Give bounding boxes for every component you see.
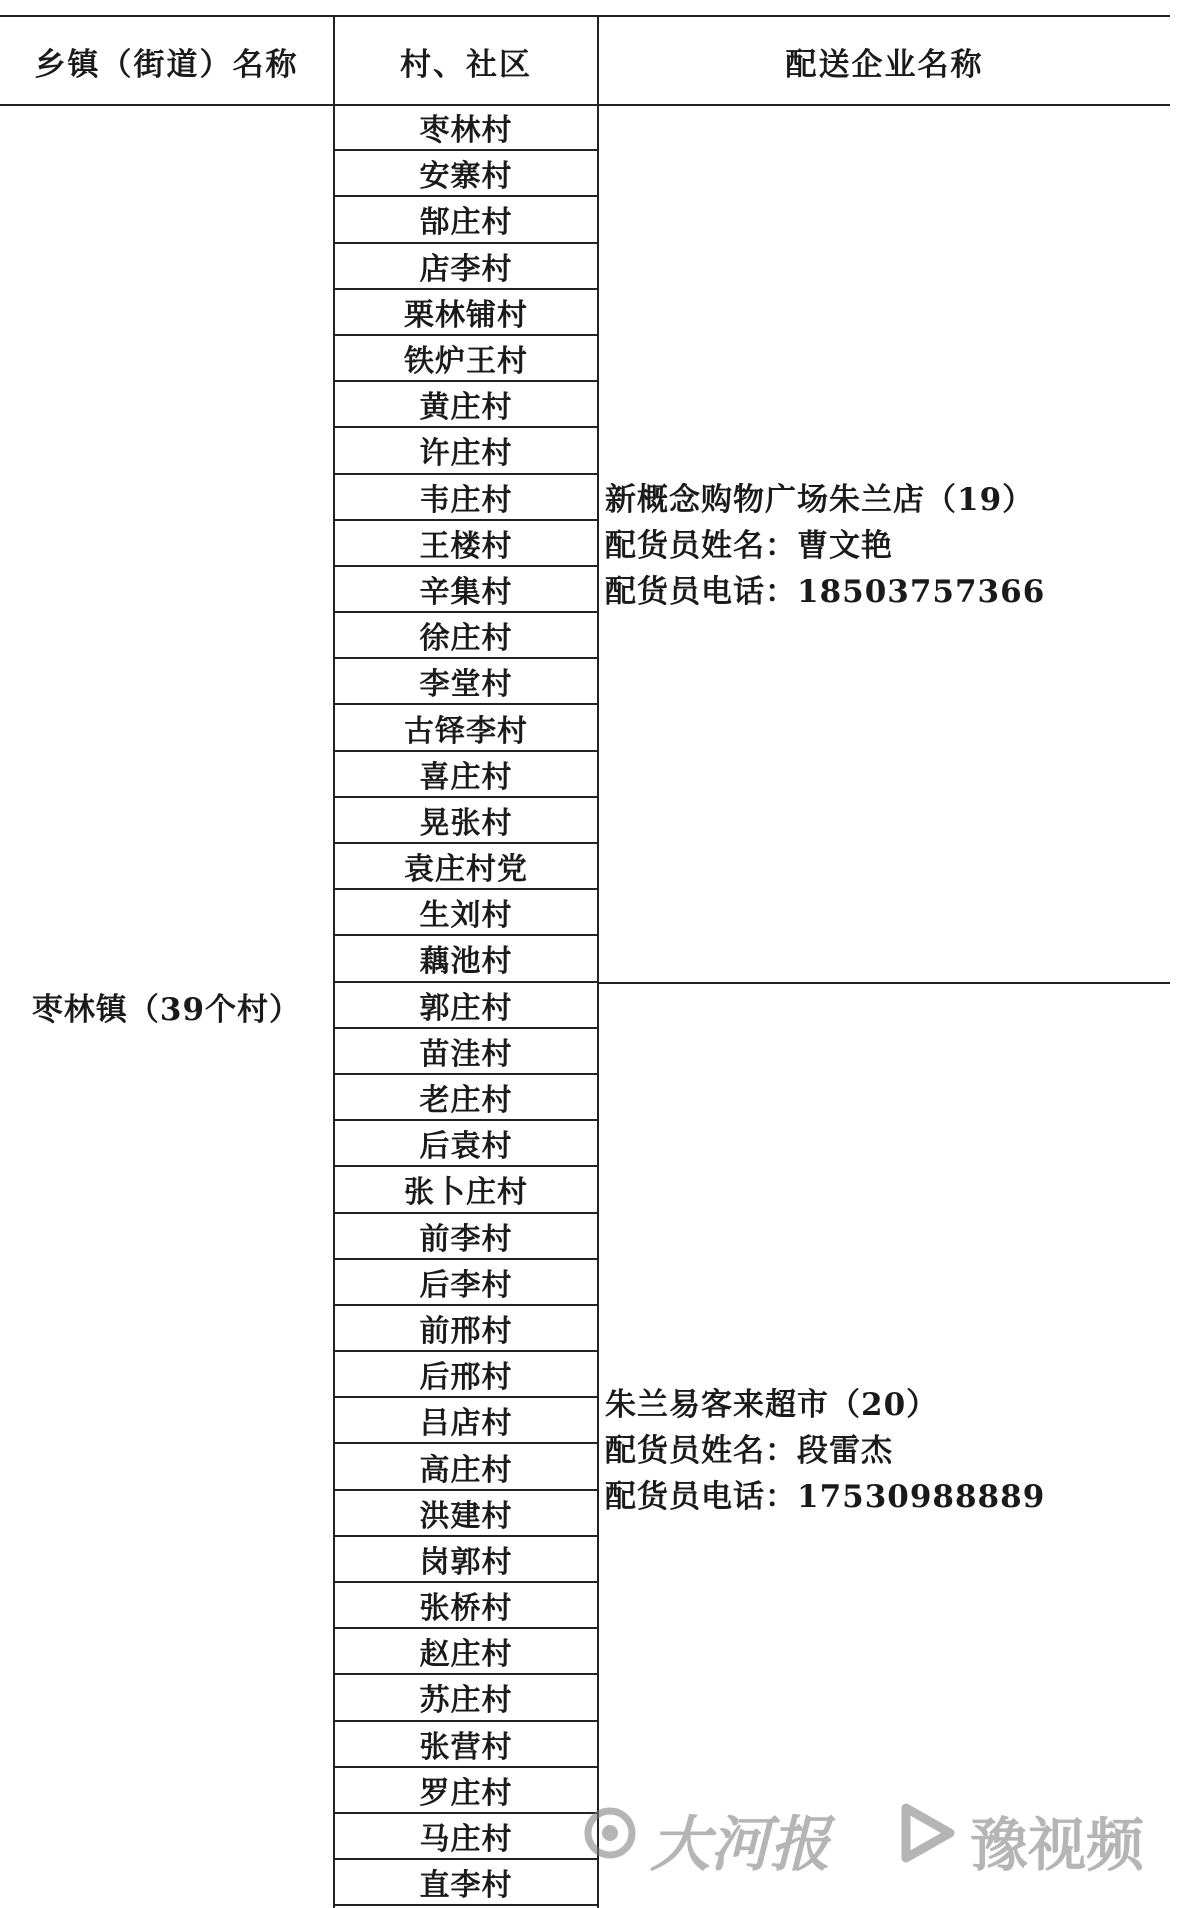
village-row: 郭庄村 bbox=[335, 983, 597, 1029]
watermark-dahebao bbox=[580, 1795, 830, 1885]
village-row: 晃张村 bbox=[335, 798, 597, 844]
village-row: 郜庄村 bbox=[335, 197, 597, 243]
village-row: 李堂村 bbox=[335, 659, 597, 705]
company-person: 配货员姓名：曹文艳 bbox=[605, 528, 893, 564]
play-logo-icon bbox=[890, 1798, 960, 1882]
company-phone: 配货员电话：18503757366 bbox=[605, 574, 1046, 610]
village-list bbox=[335, 105, 597, 1906]
col-divider-2 bbox=[597, 15, 599, 1908]
village-row: 高庄村 bbox=[335, 1444, 597, 1490]
village-row: 苗洼村 bbox=[335, 1029, 597, 1075]
village-row: 黄庄村 bbox=[335, 382, 597, 428]
village-row: 生刘村 bbox=[335, 890, 597, 936]
village-row: 岗郭村 bbox=[335, 1537, 597, 1583]
village-row: 吕店村 bbox=[335, 1398, 597, 1444]
header-company: 配送企业名称 bbox=[785, 46, 984, 83]
village-row: 王楼村 bbox=[335, 521, 597, 567]
village-row: 后袁村 bbox=[335, 1121, 597, 1167]
village-row: 张营村 bbox=[335, 1722, 597, 1768]
village-row: 直李村 bbox=[335, 1860, 597, 1906]
village-row: 罗庄村 bbox=[335, 1768, 597, 1814]
village-row: 老庄村 bbox=[335, 1075, 597, 1121]
village-row: 古铎李村 bbox=[335, 705, 597, 751]
village-row: 张卜庄村 bbox=[335, 1167, 597, 1213]
dahebao-logo-icon bbox=[580, 1803, 640, 1878]
watermark-yushipin bbox=[890, 1795, 1144, 1885]
village-row: 栗林铺村 bbox=[335, 290, 597, 336]
company-block-1 bbox=[605, 477, 1045, 615]
company-person: 配货员姓名：段雷杰 bbox=[605, 1433, 893, 1469]
village-row: 徐庄村 bbox=[335, 613, 597, 659]
village-row: 喜庄村 bbox=[335, 752, 597, 798]
header-village: 村、社区 bbox=[400, 46, 532, 83]
header-town: 乡镇（街道）名称 bbox=[34, 46, 299, 83]
village-row: 袁庄村党 bbox=[335, 844, 597, 890]
village-row: 许庄村 bbox=[335, 428, 597, 474]
village-row: 前邢村 bbox=[335, 1306, 597, 1352]
village-row: 枣林村 bbox=[335, 105, 597, 151]
watermark-left-text: 大河报 bbox=[650, 1810, 830, 1880]
village-row: 店李村 bbox=[335, 244, 597, 290]
village-row: 后邢村 bbox=[335, 1352, 597, 1398]
village-row: 后李村 bbox=[335, 1260, 597, 1306]
company-name: 朱兰易客来超市（20） bbox=[605, 1387, 939, 1423]
company-divider bbox=[597, 982, 1170, 984]
village-row: 前李村 bbox=[335, 1214, 597, 1260]
village-row: 铁炉王村 bbox=[335, 336, 597, 382]
village-row: 马庄村 bbox=[335, 1814, 597, 1860]
company-phone: 配货员电话：17530988889 bbox=[605, 1479, 1046, 1515]
company-block-2 bbox=[605, 1382, 1045, 1520]
village-row: 辛集村 bbox=[335, 567, 597, 613]
village-row: 赵庄村 bbox=[335, 1629, 597, 1675]
village-row: 藕池村 bbox=[335, 936, 597, 982]
village-row: 洪建村 bbox=[335, 1491, 597, 1537]
village-row: 苏庄村 bbox=[335, 1675, 597, 1721]
village-row: 安寨村 bbox=[335, 151, 597, 197]
village-row: 张桥村 bbox=[335, 1583, 597, 1629]
town-name: 枣林镇（39个村） bbox=[31, 992, 302, 1028]
watermark-right-text: 豫视频 bbox=[970, 1811, 1145, 1879]
village-row: 韦庄村 bbox=[335, 475, 597, 521]
company-name: 新概念购物广场朱兰店（19） bbox=[605, 482, 1035, 518]
